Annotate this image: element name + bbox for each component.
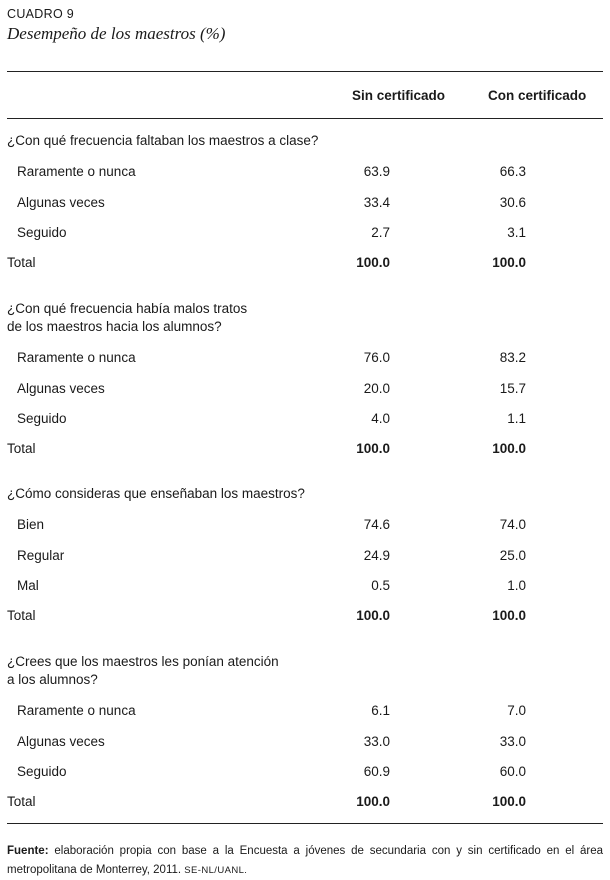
column-header-sin-certificado: Sin certificado xyxy=(352,88,446,103)
value-sin-certificado: 0.5 xyxy=(371,578,390,593)
value-sin-certificado: 33.0 xyxy=(363,733,390,749)
table-row xyxy=(7,164,603,184)
table-row xyxy=(7,225,603,245)
row-label: Raramente o nunca xyxy=(17,350,136,365)
value-con-certificado: 1.0 xyxy=(507,578,526,593)
section-question xyxy=(7,132,603,150)
value-con-certificado: 100.0 xyxy=(492,255,526,270)
table-row xyxy=(7,381,603,401)
value-sin-certificado: 24.9 xyxy=(363,547,390,563)
question-line: ¿Cómo consideras que enseñaban los maestros? xyxy=(7,486,305,501)
value-con-certificado: 15.7 xyxy=(499,380,526,396)
header-rule xyxy=(7,118,603,119)
total-row xyxy=(7,441,603,461)
table-row xyxy=(7,703,603,723)
row-label: Total xyxy=(7,441,36,456)
table-row xyxy=(7,350,603,370)
row-label: Seguido xyxy=(17,411,67,426)
source-text: elaboración propia con base a la Encuesta a jóvenes de secundaria con y sin certificado en el área metropolitana de Monterrey, 2011. xyxy=(7,845,604,876)
value-con-certificado: 83.2 xyxy=(499,350,526,365)
row-label: Mal xyxy=(17,578,39,593)
value-sin-certificado: 6.1 xyxy=(371,703,390,718)
total-row xyxy=(7,255,603,275)
value-con-certificado: 33.0 xyxy=(499,733,526,749)
question-line: a los alumnos? xyxy=(7,672,98,687)
column-header-con-certificado: Con certificado xyxy=(488,88,587,103)
row-label: Algunas veces xyxy=(17,380,105,396)
total-row xyxy=(7,608,603,628)
section-question xyxy=(7,300,603,336)
row-label: Bien xyxy=(17,517,45,532)
value-sin-certificado: 76.0 xyxy=(363,350,390,365)
row-label: Total xyxy=(7,608,36,623)
source-note xyxy=(7,842,603,880)
row-label: Raramente o nunca xyxy=(17,703,136,718)
top-rule xyxy=(7,71,603,72)
value-sin-certificado: 74.6 xyxy=(363,517,390,532)
value-con-certificado: 7.0 xyxy=(507,703,526,718)
table-row xyxy=(7,578,603,598)
value-con-certificado: 30.6 xyxy=(499,194,526,210)
value-con-certificado: 100.0 xyxy=(492,608,526,623)
value-sin-certificado: 100.0 xyxy=(356,441,390,456)
value-con-certificado: 3.1 xyxy=(507,225,526,240)
value-sin-certificado: 20.0 xyxy=(363,380,390,396)
row-label: Seguido xyxy=(17,225,67,240)
value-con-certificado: 100.0 xyxy=(492,441,526,456)
table-row xyxy=(7,734,603,754)
value-con-certificado: 1.1 xyxy=(507,411,526,426)
table-row xyxy=(7,764,603,784)
value-sin-certificado: 63.9 xyxy=(363,164,390,179)
value-con-certificado: 60.0 xyxy=(499,764,526,779)
value-sin-certificado: 2.7 xyxy=(371,225,390,240)
table-row xyxy=(7,517,603,537)
value-con-certificado: 74.0 xyxy=(499,517,526,532)
question-line: ¿Con qué frecuencia había malos tratos xyxy=(7,301,248,316)
value-sin-certificado: 100.0 xyxy=(356,608,390,623)
value-sin-certificado: 100.0 xyxy=(356,794,390,809)
row-label: Total xyxy=(7,794,36,809)
value-sin-certificado: 100.0 xyxy=(356,255,390,270)
table-number: CUADRO 9 xyxy=(7,7,74,21)
question-line: ¿Crees que los maestros les ponían atención xyxy=(7,654,279,669)
total-row xyxy=(7,794,603,814)
question-line: de los maestros hacia los alumnos? xyxy=(7,319,222,334)
value-sin-certificado: 33.4 xyxy=(363,194,390,210)
table-row xyxy=(7,195,603,215)
row-label: Algunas veces xyxy=(17,733,105,749)
row-label: Regular xyxy=(17,547,65,563)
row-label: Seguido xyxy=(17,764,67,779)
section-question xyxy=(7,653,603,689)
table-title: Desempeño de los maestros (%) xyxy=(7,24,226,43)
row-label: Total xyxy=(7,255,36,270)
section-question xyxy=(7,485,603,503)
value-con-certificado: 66.3 xyxy=(499,164,526,179)
value-sin-certificado: 60.9 xyxy=(363,764,390,779)
question-line: ¿Con qué frecuencia faltaban los maestros a clase? xyxy=(7,133,319,148)
row-label: Raramente o nunca xyxy=(17,164,136,179)
value-con-certificado: 100.0 xyxy=(492,794,526,809)
table-row xyxy=(7,548,603,568)
source-label: Fuente: xyxy=(7,845,49,857)
row-label: Algunas veces xyxy=(17,194,105,210)
value-sin-certificado: 4.0 xyxy=(371,411,390,426)
value-con-certificado: 25.0 xyxy=(499,547,526,563)
table-row xyxy=(7,411,603,431)
bottom-rule xyxy=(7,823,603,824)
source-org: SE-NL/UANL. xyxy=(184,865,248,876)
